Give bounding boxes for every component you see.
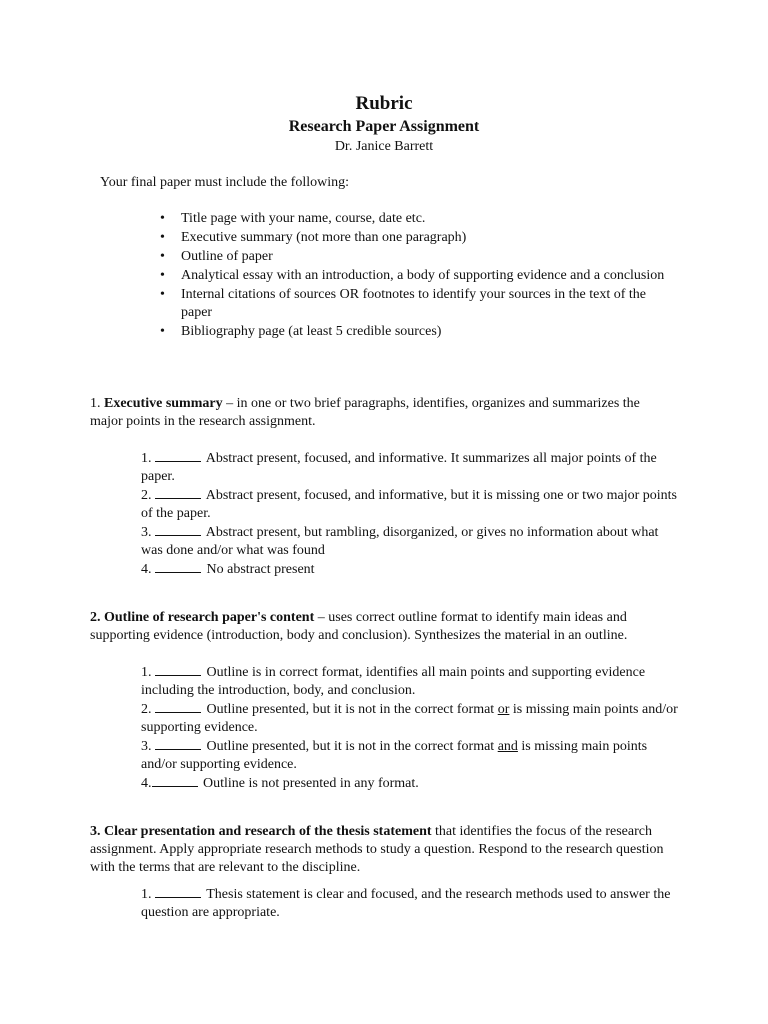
list-item bbox=[160, 248, 665, 266]
section-outline bbox=[90, 609, 670, 645]
score-blank[interactable] bbox=[155, 523, 201, 536]
document-title: Rubric bbox=[355, 93, 413, 114]
requirements-list bbox=[160, 210, 665, 342]
score-blank[interactable] bbox=[152, 774, 198, 787]
list-item bbox=[160, 210, 665, 228]
document-subtitle: Research Paper Assignment bbox=[288, 118, 480, 135]
section-description: – uses correct outline format to identify main ideas and supporting evidence (introduction, body and conclusion). Synthesizes the material in an outline. bbox=[90, 610, 628, 643]
rating-item: 4. No abstract present bbox=[141, 562, 315, 577]
score-blank[interactable] bbox=[155, 663, 201, 676]
bullet-icon: • bbox=[160, 324, 165, 339]
section-description: – in one or two brief paragraphs, identifies, organizes and summarizes the major points in the research assignment. bbox=[90, 396, 640, 429]
requirement-text: Internal citations of sources OR footnotes to identify your sources in the text of the paper bbox=[181, 287, 647, 320]
rating-item: 3. Abstract present, but rambling, disorganized, or gives no information about what was done and/or what was found bbox=[141, 525, 659, 558]
requirement-text: Title page with your name, course, date etc. bbox=[181, 211, 426, 226]
list-item bbox=[160, 323, 665, 341]
requirement-text: Outline of paper bbox=[181, 249, 273, 264]
bullet-icon: • bbox=[160, 268, 165, 283]
intro-text: Your final paper must include the following: bbox=[100, 175, 349, 190]
rating-item: 4. Outline is not presented in any format. bbox=[141, 776, 419, 791]
requirement-text: Analytical essay with an introduction, a body of supporting evidence and a conclusion bbox=[181, 268, 665, 283]
score-blank[interactable] bbox=[155, 560, 201, 573]
requirement-text: Executive summary (not more than one paragraph) bbox=[181, 230, 467, 245]
score-blank[interactable] bbox=[155, 885, 201, 898]
bullet-icon: • bbox=[160, 230, 165, 245]
score-blank[interactable] bbox=[155, 486, 201, 499]
document-author: Dr. Janice Barrett bbox=[334, 139, 434, 154]
rating-item: 1. Outline is in correct format, identifies all main points and supporting evidence including the introduction, body, and conclusion. bbox=[141, 665, 646, 698]
rating-item: 2. Outline presented, but it is not in the correct format or is missing main points and/or supporting evidence. bbox=[141, 702, 678, 735]
list-item bbox=[160, 267, 665, 285]
section-description: that identifies the focus of the research assignment. Apply appropriate research methods to study a question. Respond to the research question with the terms that are relevant to the discipline. bbox=[90, 824, 664, 875]
requirement-text: Bibliography page (at least 5 credible sources) bbox=[181, 324, 442, 339]
score-blank[interactable] bbox=[155, 449, 201, 462]
section-heading: 3. Clear presentation and research of the thesis statement bbox=[90, 824, 432, 839]
rating-item: 1. Abstract present, focused, and informative. It summarizes all major points of the paper. bbox=[141, 451, 657, 484]
bullet-icon: • bbox=[160, 211, 165, 226]
rating-item: 3. Outline presented, but it is not in the correct format and is missing main points and/or supporting evidence. bbox=[141, 739, 648, 772]
score-blank[interactable] bbox=[155, 700, 201, 713]
rating-item: 1. Thesis statement is clear and focused, and the research methods used to answer the question are appropriate. bbox=[141, 887, 671, 920]
section-executive-summary: 1. Executive summary – in one or two brief paragraphs, identifies, organizes and summarizes the major points in the research assignment. bbox=[90, 396, 640, 429]
bullet-icon: • bbox=[160, 287, 165, 302]
section-number: 1 bbox=[90, 396, 97, 411]
section-heading: Executive summary bbox=[104, 396, 223, 411]
section1-rating-list bbox=[141, 449, 681, 579]
section-thesis bbox=[90, 823, 670, 877]
bullet-icon: • bbox=[160, 249, 165, 264]
score-blank[interactable] bbox=[155, 737, 201, 750]
list-item bbox=[160, 229, 665, 247]
section-heading: 2. Outline of research paper's content bbox=[90, 610, 315, 625]
list-item bbox=[160, 286, 665, 322]
rating-item: 2. Abstract present, focused, and informative, but it is missing one or two major points of the paper. bbox=[141, 488, 677, 521]
section2-rating-list bbox=[141, 663, 681, 793]
section3-rating-list bbox=[141, 885, 681, 922]
